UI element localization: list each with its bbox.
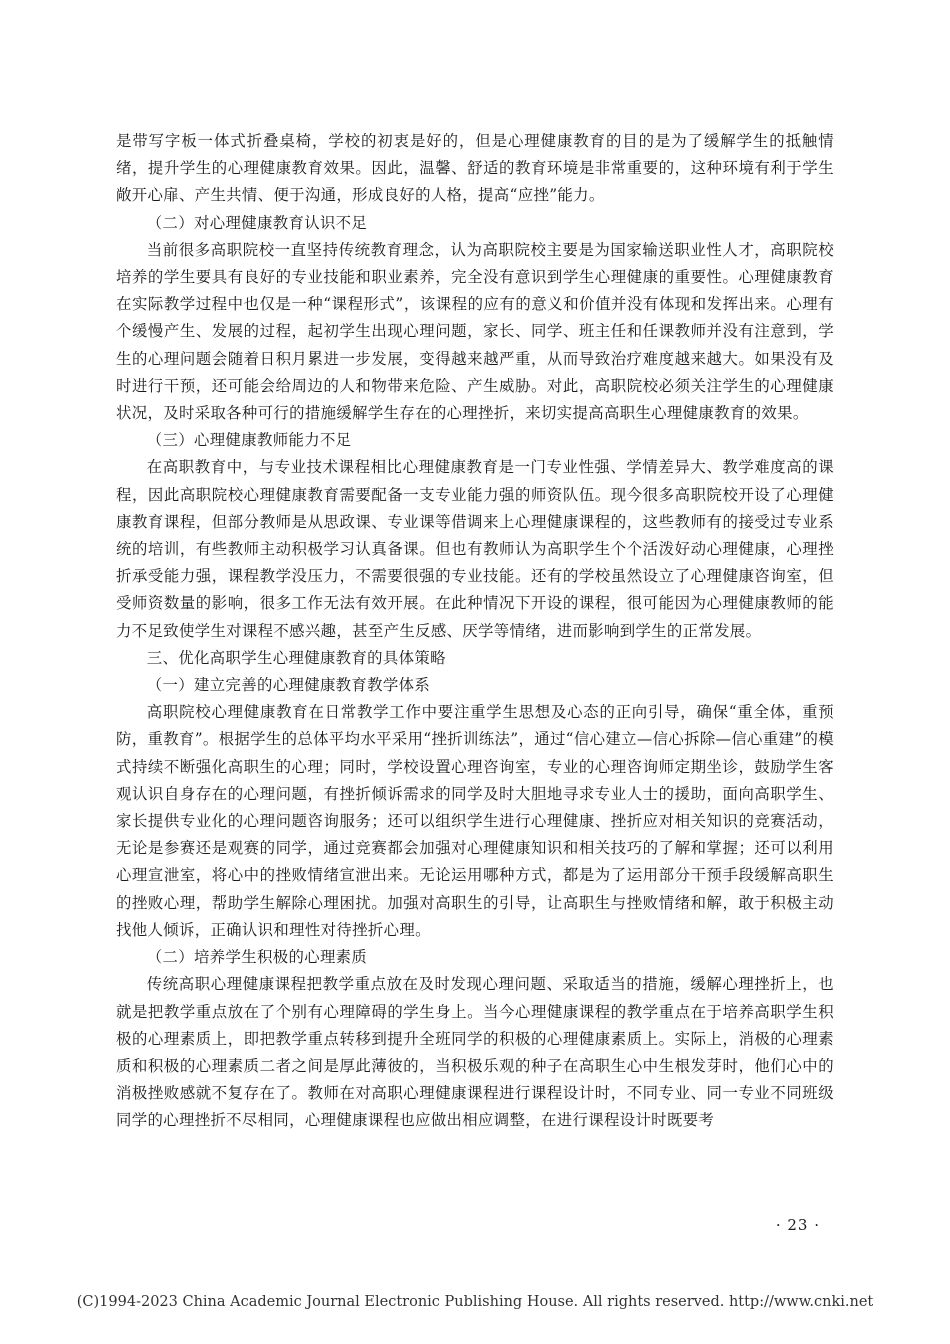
- paragraph: 在高职教育中，与专业技术课程相比心理健康教育是一门专业性强、学情差异大、教学难度高的课程，因此高职院校心理健康教育需要配备一支专业能力强的师资队伍。现今很多高职院校开设了心理健康教育课程，但部分教师是从思政课、专业课等借调来上心理健康课程的，这些教师有的接受过专业系统的培训，有些教师主动积极学习认真备课。但也有教师认为高职学生个个活泼好动心理健康，心理挫折承受能力强，课程教学没压力，不需要很强的专业技能。还有的学校虽然设立了心理健康咨询室，但受师资数量的影响，很多工作无法有效开展。在此种情况下开设的课程，很可能因为心理健康教师的能力不足致使学生对课程不感兴趣，甚至产生反感、厌学等情绪，进而影响到学生的正常发展。: [116, 458, 834, 640]
- paragraph: 传统高职心理健康课程把教学重点放在及时发现心理问题、采取适当的措施，缓解心理挫折上，也就是把教学重点放在了个别有心理障碍的学生身上。当今心理健康课程的教学重点在于培养高职学生积极的心理素质上，即把教学重点转移到提升全班同学的积极的心理健康素质上。实际上，消极的心理素质和积极的心理素质二者之间是厚此薄彼的，当积极乐观的种子在高职生心中生根发芽时，他们心中的消极挫败感就不复存在了。教师在对高职心理健康课程进行课程设计时，不同专业、同一专业不同班级同学的心理挫折不尽相同，心理健康课程也应做出相应调整，在进行课程设计时既要考: [116, 975, 834, 1130]
- paragraph: 高职院校心理健康教育在日常教学工作中要注重学生思想及心态的正向引导，确保“重全体，重预防，重教育”。根据学生的总体平均水平采用“挫折训练法”，通过“信心建立—信心拆除—信心重建”的模式持续不断强化高职生的心理；同时，学校设置心理咨询室，专业的心理咨询师定期坐诊，鼓励学生客观认识自身存在的心理问题，有挫折倾诉需求的同学及时大胆地寻求专业人士的援助，面向高职学生、家长提供专业化的心理问题咨询服务；还可以组织学生进行心理健康、挫折应对相关知识的竞赛活动，无论是参赛还是观赛的同学，通过竞赛都会加强对心理健康知识和相关技巧的了解和掌握；还可以利用心理宣泄室，将心中的挫败情绪宣泄出来。无论运用哪种方式，都是为了运用部分干预手段缓解高职生的挫败心理，帮助学生解除心理困扰。加强对高职生的引导，让高职生与挫败情绪和解，敢于积极主动找他人倾诉，正确认识和理性对待挫折心理。: [116, 703, 834, 939]
- section-heading: 三、优化高职学生心理健康教育的具体策略: [146, 648, 446, 667]
- section-heading: （三）心理健康教师能力不足: [146, 431, 352, 450]
- paragraph: 当前很多高职院校一直坚持传统教育理念，认为高职院校主要是为国家输送职业性人才，高职院校培养的学生要具有良好的专业技能和职业素养，完全没有意识到学生心理健康的重要性。心理健康教育在实际教学过程中也仅是一种“课程形式”，该课程的应有的意义和价值并没有体现和发挥出来。心理有个缓慢产生、发展的过程，起初学生出现心理问题，家长、同学、班主任和任课教师并没有注意到，学生的心理问题会随着日积月累进一步发展，变得越来越严重，从而导致治疗难度越来越大。如果没有及时进行干预，还可能会给周边的人和物带来危险、产生威胁。对此，高职院校必须关注学生的心理健康状况，及时采取各种可行的措施缓解学生存在的心理挫折，来切实提高高职生心理健康教育的效果。: [116, 240, 834, 423]
- section-heading: （二）对心理健康教育认识不足: [146, 213, 368, 232]
- page-number: · 23 ·: [775, 1216, 820, 1234]
- paragraph: 是带写字板一体式折叠桌椅，学校的初衷是好的，但是心理健康教育的目的是为了缓解学生的抵触情绪，提升学生的心理健康教育效果。因此，温馨、舒适的教育环境是非常重要的，这种环境有利于学生敞开心扉、产生共情、便于沟通，形成良好的人格，提高“应挫”能力。: [116, 132, 834, 205]
- article-body: [116, 128, 834, 1135]
- section-heading: （一）建立完善的心理健康教育教学体系: [146, 676, 431, 695]
- copyright-footer: (C)1994-2023 China Academic Journal Electronic Publishing House. All rights reserved. http://www.cnki.net: [76, 1294, 874, 1310]
- section-heading: （二）培养学生积极的心理素质: [146, 948, 368, 967]
